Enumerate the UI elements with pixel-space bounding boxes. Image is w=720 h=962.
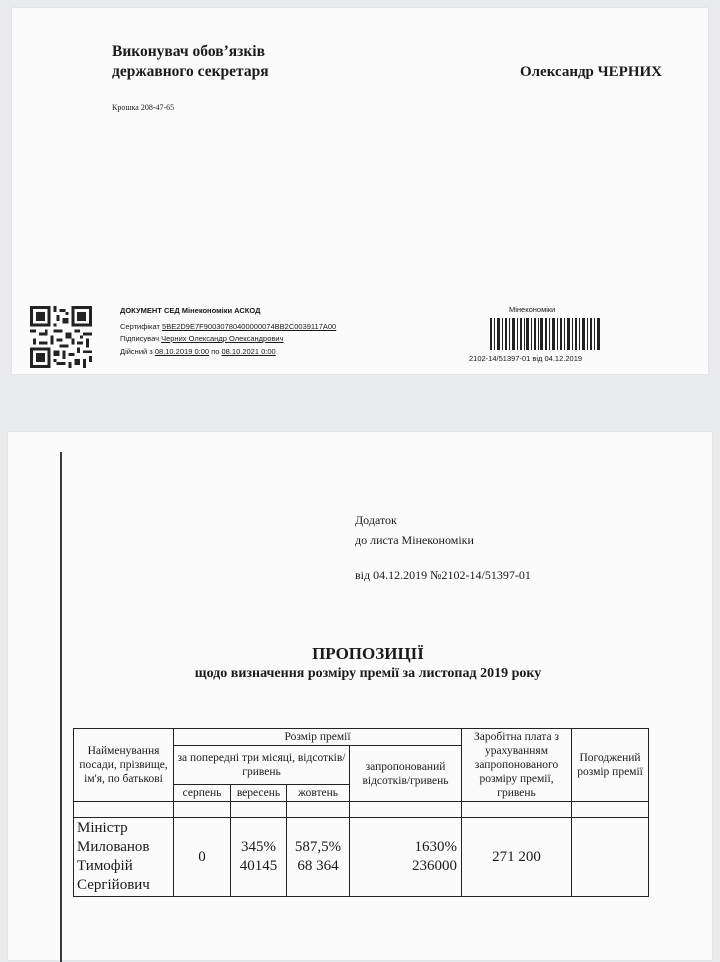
header-bonus-size: Розмір премії (174, 729, 462, 746)
annex-reference: від 04.12.2019 №2102-14/51397-01 (355, 568, 531, 582)
header-position: Найменування посади, прізвище, ім'я, по батькові (74, 729, 174, 802)
certificate-line: Сертифікат 5BE2D9E7F90030780400000074BB2C0039117A00 (120, 321, 337, 331)
signer-title: Виконувач обов’язків державного секретаря (112, 43, 269, 80)
validity-line: Дійсний з 08.10.2019 0:00 по 08.10.2021 0:00 (120, 346, 276, 356)
barcode-label: Мінекономіки (509, 305, 556, 314)
document-title: ПРОПОЗИЦІЇ (312, 644, 424, 663)
cell-name: Міністр Милованов Тимофій Сергійович (74, 818, 174, 897)
margin-line (60, 452, 62, 962)
cell-agreed (572, 818, 649, 897)
cell-august: 0 (174, 818, 231, 897)
document-subtitle: щодо визначення розміру премії за листопад 2019 року (194, 666, 542, 681)
cell-proposed: 1630% 236000 (350, 818, 462, 897)
document-number: 2102-14/51397-01 від 04.12.2019 (469, 354, 583, 363)
header-month: серпень (174, 785, 231, 802)
stamp-header: ДОКУМЕНТ СЕД Мінекономіки АСКОД (120, 306, 261, 315)
barcode-icon (490, 318, 600, 350)
executor-contact: Крошка 208-47-65 (112, 103, 175, 112)
cell-salary: 271 200 (462, 818, 572, 897)
signer-name: Олександр ЧЕРНИХ (519, 64, 662, 80)
header-month: жовтень (287, 785, 350, 802)
header-proposed: запропонований відсотків/гривень (350, 746, 462, 802)
header-agreed: Погоджений розмір премії (572, 729, 649, 802)
annex-header: Додаток до листа Мінекономіки від 04.12.2019 №2102-14/51397-01 (355, 510, 531, 585)
electronic-signature-stamp (120, 305, 336, 358)
header-previous-months: за попередні три місяці, відсотків/гривень (174, 746, 350, 785)
qr-code-icon (30, 306, 92, 368)
letter-signature-page (12, 8, 708, 374)
table-spacer-row (74, 802, 649, 818)
cell-september: 345% 40145 (231, 818, 287, 897)
annex-page (8, 432, 712, 960)
table-row (74, 818, 649, 897)
signer-line: Підписувач Черних Олександр Олександрович (120, 334, 284, 343)
cell-october: 587,5% 68 364 (287, 818, 350, 897)
bonus-table (73, 728, 649, 897)
header-month: вересень (231, 785, 287, 802)
header-salary: Заробітна плата з урахуванням запропонованого розміру премії, гривень (462, 729, 572, 802)
